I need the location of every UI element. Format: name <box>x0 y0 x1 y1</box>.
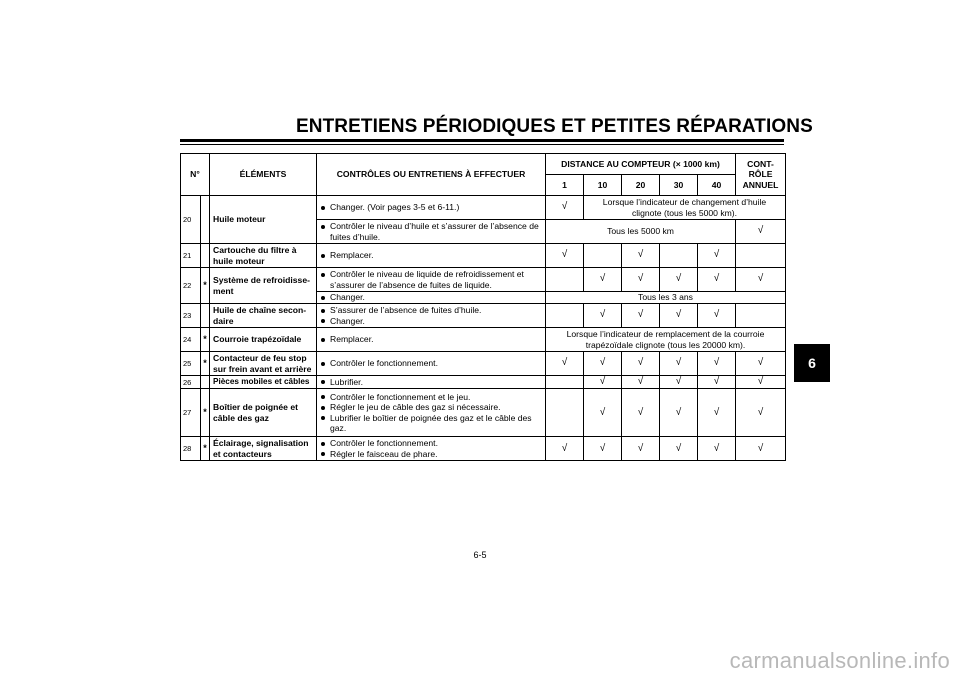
check-mark: √ <box>660 437 698 461</box>
row-number: 24 <box>181 328 201 352</box>
check-mark: √ <box>622 389 660 437</box>
dealer-mark: * <box>201 328 210 352</box>
check-mark <box>584 244 622 268</box>
header-annual: CONT-RÔLE ANNUEL <box>736 154 786 196</box>
check-mark: √ <box>622 437 660 461</box>
task-bullet: Régler le jeu de câble des gaz si nécessaire. <box>320 402 542 412</box>
dealer-mark <box>201 244 210 268</box>
task-bullet: Lubrifier. <box>320 377 542 387</box>
dealer-mark <box>201 376 210 389</box>
item-name: Courroie trapézoïdale <box>210 328 317 352</box>
check-mark <box>736 244 786 268</box>
check-mark <box>546 304 584 328</box>
item-name: Huile de chaîne secon-daire <box>210 304 317 328</box>
check-mark: √ <box>546 352 584 376</box>
dealer-mark <box>201 304 210 328</box>
check-mark: √ <box>698 304 736 328</box>
interval-note: Tous les 5000 km <box>546 220 736 244</box>
dealer-mark: * <box>201 389 210 437</box>
header-items: ÉLÉMENTS <box>210 154 317 196</box>
header-row <box>181 154 786 175</box>
dealer-mark <box>201 196 210 244</box>
task-cell <box>317 389 546 437</box>
interval-note: Tous les 3 ans <box>546 292 786 304</box>
item-name: Boîtier de poignée et câble des gaz <box>210 389 317 437</box>
check-mark: √ <box>698 352 736 376</box>
watermark: carmanualsonline.info <box>729 648 950 673</box>
dealer-mark: * <box>201 437 210 461</box>
item-name: Cartouche du filtre à huile moteur <box>210 244 317 268</box>
check-mark: √ <box>736 352 786 376</box>
row-number: 23 <box>181 304 201 328</box>
task-cell <box>317 304 546 328</box>
table-row <box>181 389 786 437</box>
item-name: Système de refroidisse-ment <box>210 268 317 304</box>
table-row <box>181 268 786 292</box>
item-name: Huile moteur <box>210 196 317 244</box>
header-distance: DISTANCE AU COMPTEUR (× 1000 km) <box>546 154 736 175</box>
row-number: 25 <box>181 352 201 376</box>
item-name: Contacteur de feu stop sur frein avant et arrière <box>210 352 317 376</box>
check-mark: √ <box>584 268 622 292</box>
check-mark: √ <box>736 389 786 437</box>
task-cell <box>317 220 546 244</box>
task-bullet: Contrôler le fonctionnement. <box>320 438 542 448</box>
check-mark <box>736 304 786 328</box>
task-bullet: Remplacer. <box>320 334 542 344</box>
dealer-mark: * <box>201 352 210 376</box>
item-name: Pièces mobiles et câbles <box>210 376 317 389</box>
task-cell <box>317 352 546 376</box>
task-bullet: Lubrifier le boîtier de poignée des gaz et le câble des gaz. <box>320 413 542 434</box>
check-mark: √ <box>546 196 584 220</box>
check-mark: √ <box>584 304 622 328</box>
maintenance-table <box>180 153 786 461</box>
check-mark: √ <box>736 437 786 461</box>
check-mark: √ <box>660 304 698 328</box>
check-mark: √ <box>546 437 584 461</box>
task-bullet: Changer. <box>320 292 542 302</box>
task-bullet: Régler le faisceau de phare. <box>320 449 542 459</box>
check-mark: √ <box>622 244 660 268</box>
task-cell <box>317 292 546 304</box>
check-mark <box>660 244 698 268</box>
header-km: 30 <box>660 175 698 196</box>
check-mark: √ <box>584 352 622 376</box>
task-bullet: Contrôler le fonctionnement et le jeu. <box>320 392 542 402</box>
title-rule-thick <box>180 139 784 142</box>
table-row <box>181 437 786 461</box>
task-bullet: S’assurer de l’absence de fuites d’huile. <box>320 305 542 315</box>
row-number: 20 <box>181 196 201 244</box>
header-km: 1 <box>546 175 584 196</box>
interval-note: Lorsque l’indicateur de changement d’huile clignote (tous les 5000 km). <box>584 196 786 220</box>
task-bullet: Remplacer. <box>320 250 542 260</box>
check-mark: √ <box>698 268 736 292</box>
task-cell <box>317 196 546 220</box>
table-row <box>181 328 786 352</box>
header-km: 10 <box>584 175 622 196</box>
check-mark: √ <box>698 437 736 461</box>
task-cell <box>317 328 546 352</box>
task-cell <box>317 437 546 461</box>
row-number: 26 <box>181 376 201 389</box>
check-mark: √ <box>622 376 660 389</box>
title-rule-thin <box>180 144 784 145</box>
check-mark <box>546 376 584 389</box>
task-bullet: Contrôler le niveau d’huile et s’assurer de l’absence de fuites d’huile. <box>320 221 542 242</box>
check-mark: √ <box>698 389 736 437</box>
header-km: 20 <box>622 175 660 196</box>
row-number: 21 <box>181 244 201 268</box>
table-row <box>181 304 786 328</box>
check-mark: √ <box>660 268 698 292</box>
check-mark: √ <box>584 376 622 389</box>
table-row <box>181 244 786 268</box>
check-mark: √ <box>736 376 786 389</box>
check-mark: √ <box>546 244 584 268</box>
task-cell <box>317 268 546 292</box>
check-mark: √ <box>622 304 660 328</box>
check-mark <box>546 268 584 292</box>
page-title: ENTRETIENS PÉRIODIQUES ET PETITES RÉPARATIONS <box>296 116 813 137</box>
check-mark: √ <box>622 352 660 376</box>
section-tab[interactable]: 6 <box>794 344 830 382</box>
dealer-mark: * <box>201 268 210 304</box>
check-mark: √ <box>584 389 622 437</box>
check-mark: √ <box>660 376 698 389</box>
row-number: 27 <box>181 389 201 437</box>
check-mark: √ <box>660 352 698 376</box>
header-no: N° <box>181 154 210 196</box>
check-mark <box>546 389 584 437</box>
item-name: Éclairage, signalisation et contacteurs <box>210 437 317 461</box>
check-mark: √ <box>660 389 698 437</box>
check-mark: √ <box>584 437 622 461</box>
row-number: 22 <box>181 268 201 304</box>
header-km: 40 <box>698 175 736 196</box>
row-number: 28 <box>181 437 201 461</box>
check-mark: √ <box>736 268 786 292</box>
table-row <box>181 196 786 220</box>
table-row <box>181 376 786 389</box>
task-bullet: Changer. <box>320 316 542 326</box>
task-bullet: Changer. (Voir pages 3-5 et 6-11.) <box>320 202 542 212</box>
check-mark: √ <box>698 376 736 389</box>
check-mark: √ <box>698 244 736 268</box>
task-cell <box>317 376 546 389</box>
page-number: 6-5 <box>473 550 487 560</box>
task-bullet: Contrôler le fonctionnement. <box>320 358 542 368</box>
check-mark: √ <box>736 220 786 244</box>
task-cell <box>317 244 546 268</box>
table-row <box>181 352 786 376</box>
interval-note: Lorsque l’indicateur de remplacement de la courroie trapézoïdale clignote (tous les 20000 km). <box>546 328 786 352</box>
header-checks: CONTRÔLES OU ENTRETIENS À EFFECTUER <box>317 154 546 196</box>
task-bullet: Contrôler le niveau de liquide de refroidissement et s’assurer de l’absence de fuites de liquide. <box>320 269 542 290</box>
check-mark: √ <box>622 268 660 292</box>
